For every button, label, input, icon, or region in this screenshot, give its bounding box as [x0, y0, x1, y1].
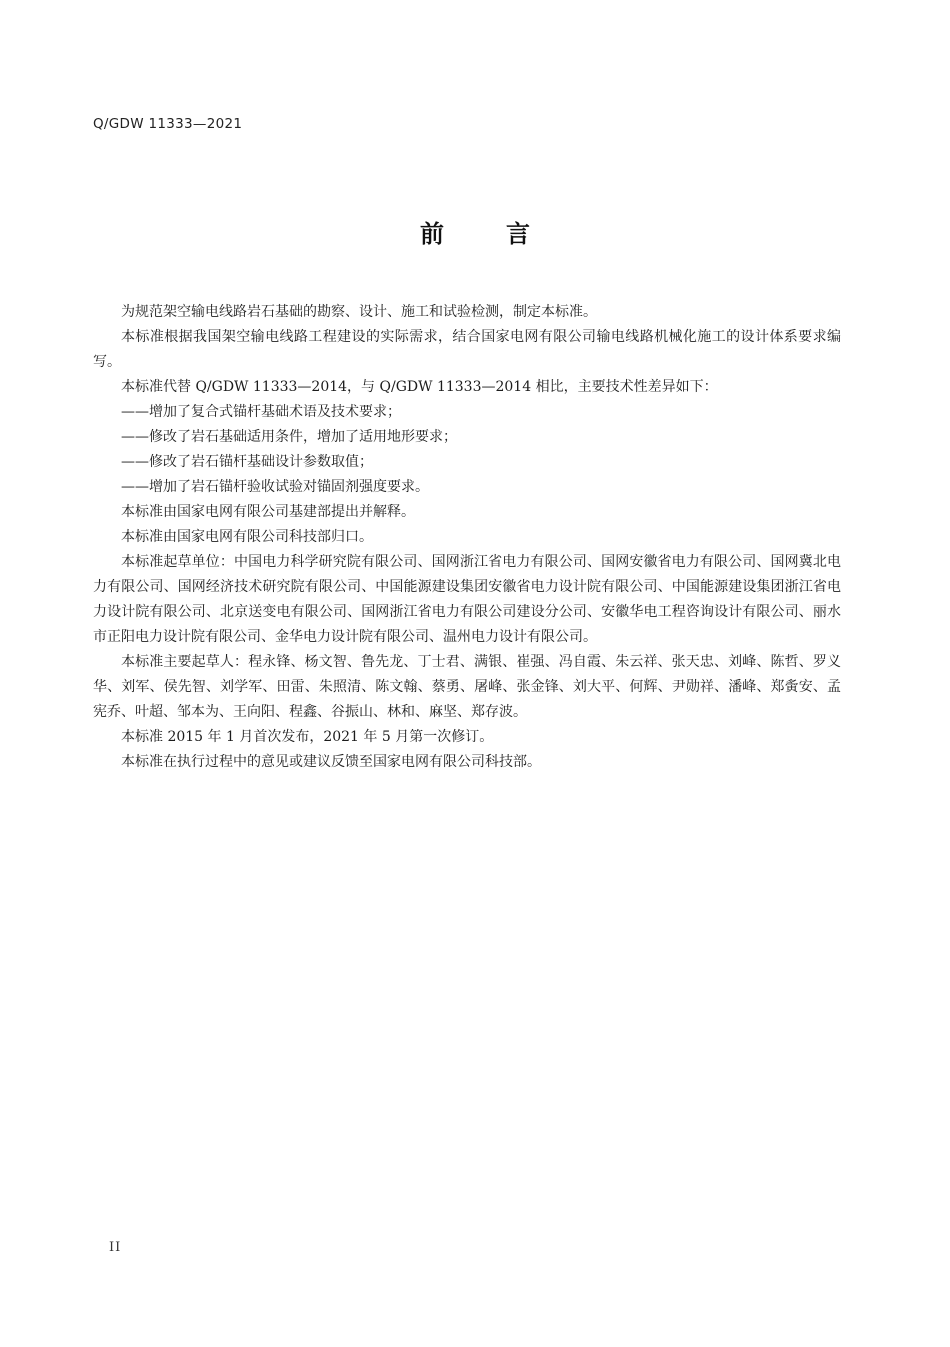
paragraph-drafters: 本标准主要起草人：程永锋、杨文智、鲁先龙、丁士君、满银、崔强、冯自霞、朱云祥、张天忠、刘峰、陈哲、罗义华、刘军、侯先智、刘学军、田雷、朱照清、陈文翰、蔡勇、屠峰、张金锋、刘大平、何辉、尹勋祥、潘峰、郑夤安、孟宪乔、叶超、邹本为、王向阳、程鑫、谷振山、林和、麻坚、郑存波。	[93, 654, 841, 720]
change-item: ——修改了岩石基础适用条件，增加了适用地形要求；	[121, 429, 457, 445]
paragraph-administrator: 本标准由国家电网有限公司科技部归口。	[121, 529, 373, 545]
paragraph-feedback: 本标准在执行过程中的意见或建议反馈至国家电网有限公司科技部。	[121, 754, 541, 770]
change-item: ——增加了复合式锚杆基础术语及技术要求；	[121, 404, 401, 420]
paragraph-drafting-units: 本标准起草单位：中国电力科学研究院有限公司、国网浙江省电力有限公司、国网安徽省电力有限公司、国网冀北电力有限公司、国网经济技术研究院有限公司、中国能源建设集团安徽省电力设计院有限公司、中国能源建设集团浙江省电力设计院有限公司、北京送变电有限公司、国网浙江省电力有限公司建设分公司、安徽华电工程咨询设计有限公司、丽水市正阳电力设计院有限公司、金华电力设计院有限公司、温州电力设计有限公司。	[93, 554, 841, 645]
page-title: 前言	[420, 220, 592, 248]
page-number: II	[109, 1240, 122, 1255]
foreword-body	[93, 300, 841, 775]
change-item: ——增加了岩石锚杆验收试验对锚固剂强度要求。	[121, 479, 429, 495]
paragraph-purpose: 为规范架空输电线路岩石基础的勘察、设计、施工和试验检测，制定本标准。	[121, 304, 597, 320]
document-code: Q/GDW 11333—2021	[93, 116, 243, 132]
paragraph-history: 本标准 2015 年 1 月首次发布，2021 年 5 月第一次修订。	[121, 729, 494, 745]
paragraph-proposer: 本标准由国家电网有限公司基建部提出并解释。	[121, 504, 415, 520]
paragraph-replacement: 本标准代替 Q/GDW 11333—2014，与 Q/GDW 11333—2014 相比，主要技术性差异如下：	[121, 379, 718, 395]
paragraph-basis: 本标准根据我国架空输电线路工程建设的实际需求，结合国家电网有限公司输电线路机械化施工的设计体系要求编写。	[93, 329, 841, 370]
change-item: ——修改了岩石锚杆基础设计参数取值；	[121, 454, 373, 470]
